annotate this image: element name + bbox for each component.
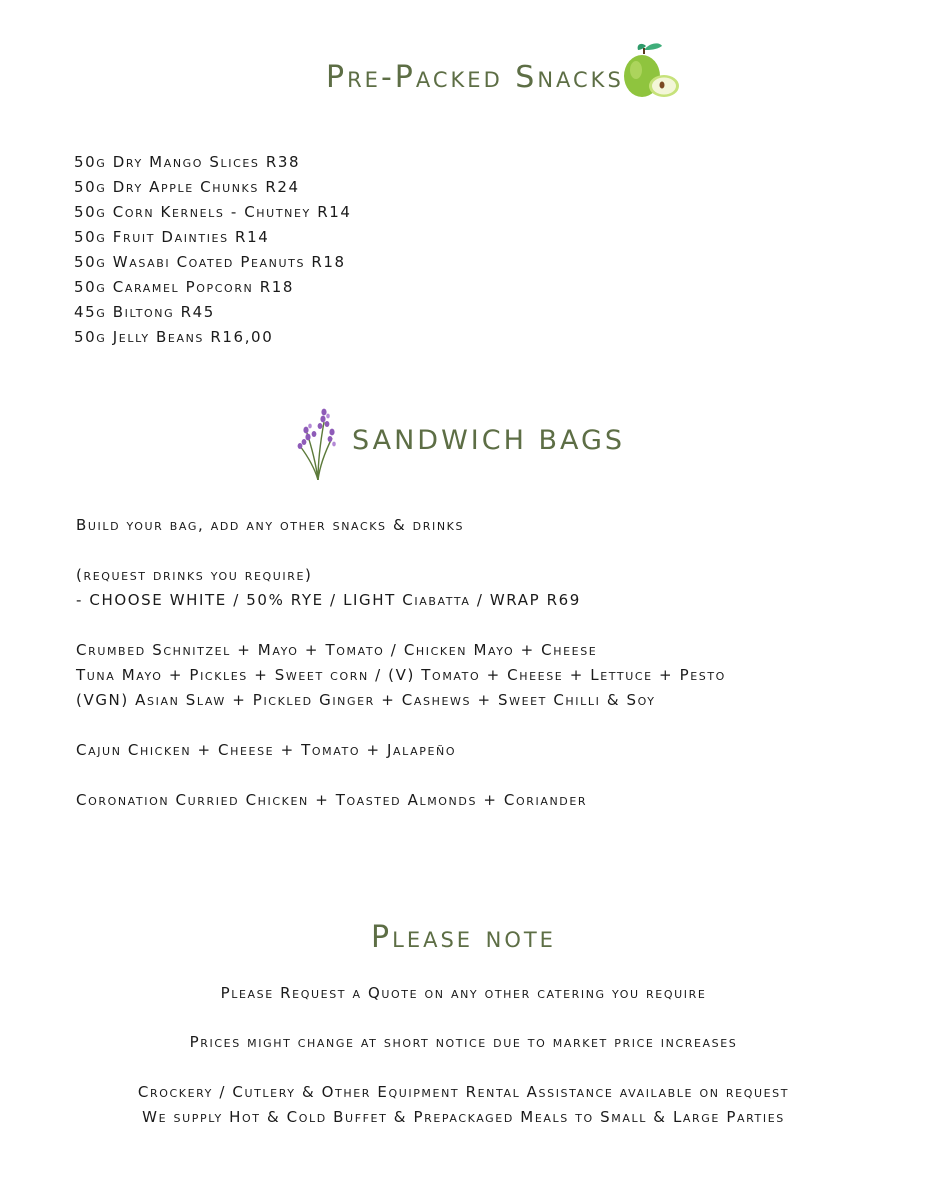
sandwich-request: (request drinks you require) — [76, 566, 313, 584]
sandwich-bread-options: - CHOOSE WHITE / 50% RYE / LIGHT Ciabatta / WRAP R69 — [76, 591, 581, 609]
note-price-line: Prices might change at short notice due to market price increases — [189, 1033, 738, 1051]
list-item: Crumbed Schnitzel + Mayo + Tomato / Chicken Mayo + Cheese — [76, 641, 598, 659]
note-heading: Please note — [371, 920, 556, 955]
list-item: 50g Dry Mango Slices R38 — [74, 153, 301, 171]
list-item: 50g Fruit Dainties R14 — [74, 228, 270, 246]
note-quote-line: Please Request a Quote on any other catering you require — [220, 984, 707, 1002]
list-item: 50g Dry Apple Chunks R24 — [74, 178, 300, 196]
list-item: 50g Caramel Popcorn R18 — [74, 278, 295, 296]
note-buffet-line: We supply Hot & Cold Buffet & Prepackaged Meals to Small & Large Parties — [142, 1108, 785, 1126]
sandwich-heading: SANDWICH BAGS — [352, 425, 626, 456]
list-item: Tuna Mayo + Pickles + Sweet corn / (V) Tomato + Cheese + Lettuce + Pesto — [76, 666, 726, 684]
list-item: 50g Wasabi Coated Peanuts R18 — [74, 253, 346, 271]
list-item: 45g Biltong R45 — [74, 303, 215, 321]
snack-list — [74, 150, 352, 350]
sandwich-details — [76, 513, 726, 813]
snacks-heading: Pre-Packed Snacks — [326, 60, 624, 95]
lavender-icon — [296, 404, 340, 480]
note-rental-line: Crockery / Cutlery & Other Equipment Rental Assistance available on request — [137, 1083, 790, 1101]
list-item: Cajun Chicken + Cheese + Tomato + Jalapeño — [76, 741, 457, 759]
apple-icon — [620, 40, 682, 102]
sandwich-intro: Build your bag, add any other snacks & drinks — [76, 516, 465, 534]
list-item: 50g Jelly Beans R16,00 — [74, 328, 274, 346]
list-item: Coronation Curried Chicken + Toasted Almonds + Coriander — [76, 791, 588, 809]
list-item: (VGN) Asian Slaw + Pickled Ginger + Cashews + Sweet Chilli & Soy — [76, 691, 656, 709]
list-item: 50g Corn Kernels - Chutney R14 — [74, 203, 352, 221]
